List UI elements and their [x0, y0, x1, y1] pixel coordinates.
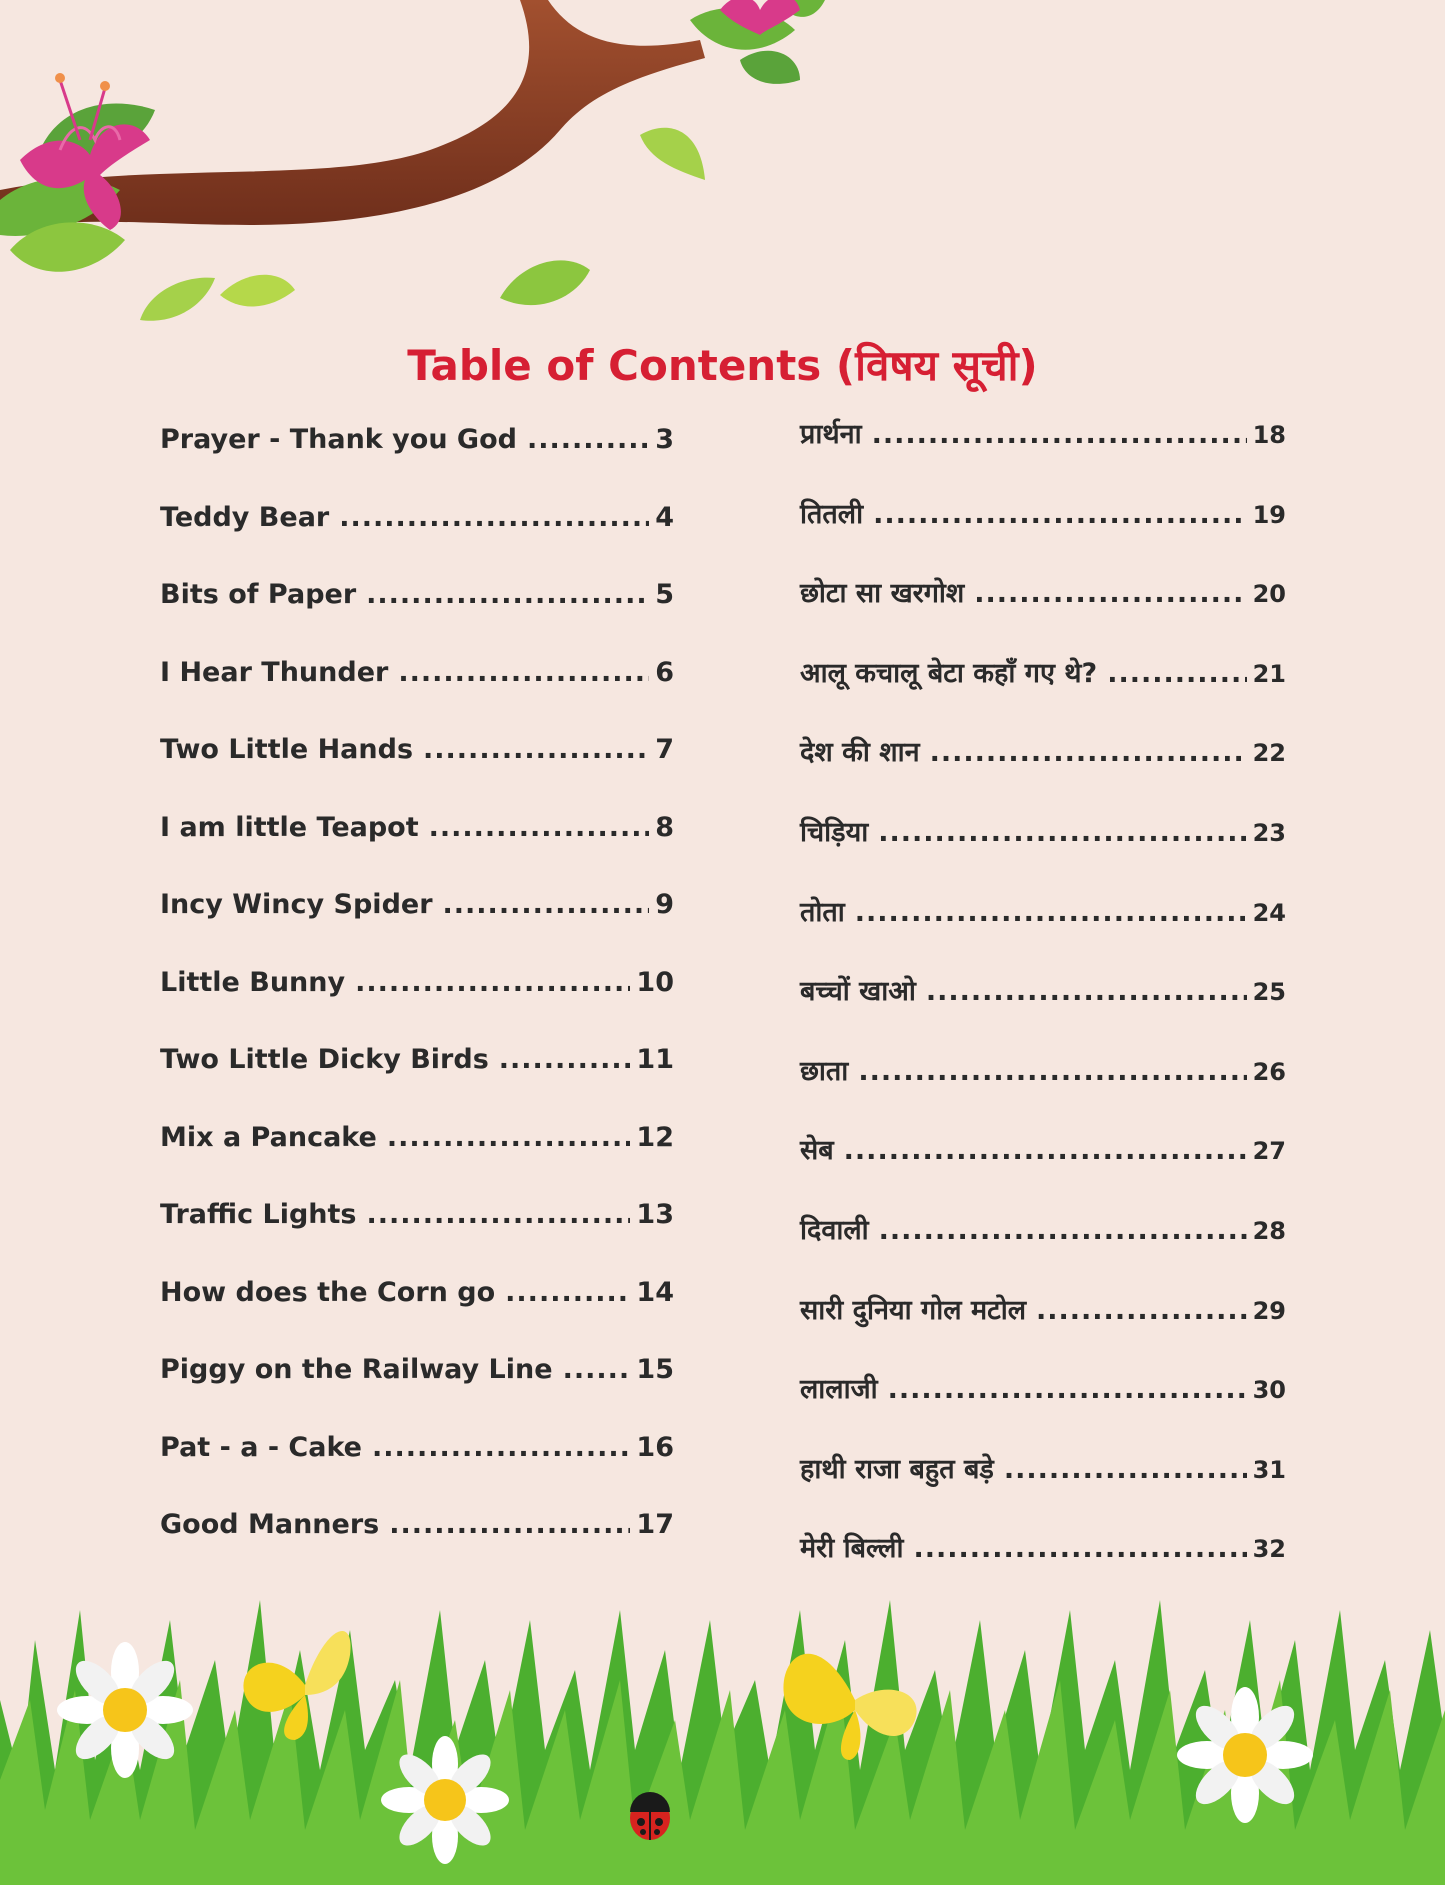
entry-page: 11 [636, 1044, 674, 1075]
entry-title: बच्चों खाओ [800, 976, 916, 1008]
entry-title: Two Little Dicky Birds [160, 1044, 489, 1075]
toc-entry[interactable] [160, 502, 674, 580]
entry-page: 18 [1252, 421, 1286, 449]
dot-leader [398, 657, 649, 688]
entry-page: 21 [1252, 659, 1286, 688]
dot-leader [355, 967, 630, 998]
dot-leader [372, 1432, 630, 1463]
toc-entry[interactable] [160, 967, 674, 1045]
toc-entry[interactable] [800, 1130, 1286, 1210]
grass-illustration [0, 1580, 1445, 1885]
branch-illustration [0, 0, 1445, 340]
dot-leader [1004, 1454, 1247, 1485]
entry-title: Piggy on the Railway Line [160, 1354, 553, 1385]
entry-title: How does the Corn go [160, 1276, 496, 1308]
dot-leader [855, 897, 1247, 928]
toc-entry[interactable] [160, 579, 674, 657]
entry-page: 10 [636, 966, 674, 998]
toc-entry[interactable] [160, 1277, 674, 1355]
entry-page: 26 [1252, 1057, 1286, 1086]
dot-leader [443, 889, 650, 920]
entry-page: 30 [1252, 1376, 1286, 1405]
toc-entry[interactable] [800, 892, 1286, 972]
toc-entry[interactable] [800, 971, 1286, 1051]
entry-title: Mix a Pancake [160, 1121, 377, 1153]
entry-page: 8 [655, 811, 674, 843]
toc-entry[interactable] [800, 1051, 1286, 1131]
entry-page: 28 [1252, 1216, 1286, 1245]
entry-page: 29 [1252, 1296, 1286, 1325]
dot-leader [527, 424, 649, 455]
entry-title: I Hear Thunder [160, 656, 389, 688]
toc-entry[interactable] [160, 424, 674, 502]
toc-entry[interactable] [800, 573, 1286, 653]
dot-leader [926, 976, 1247, 1007]
entry-title: छोटा सा खरगोश [800, 578, 965, 610]
entry-title: Pat - a - Cake [160, 1431, 362, 1463]
entry-page: 9 [655, 889, 674, 920]
entry-page: 23 [1252, 818, 1286, 847]
dot-leader [339, 502, 649, 533]
toc-entry[interactable] [160, 1509, 674, 1587]
dot-leader [563, 1354, 631, 1385]
toc-entry[interactable] [160, 657, 674, 735]
entry-title: Little Bunny [160, 966, 346, 998]
toc-entry[interactable] [800, 812, 1286, 892]
toc-entry[interactable] [160, 1354, 674, 1432]
entry-page: 7 [655, 734, 674, 765]
entry-title: छाता [800, 1055, 849, 1087]
toc-entry[interactable] [160, 812, 674, 890]
entry-page: 22 [1252, 739, 1286, 768]
dot-leader [974, 578, 1246, 609]
entry-page: 14 [636, 1276, 674, 1308]
dot-leader [1107, 658, 1246, 689]
entry-title: सेब [800, 1135, 834, 1167]
entry-page: 13 [636, 1199, 674, 1230]
toc-entry[interactable] [800, 1449, 1286, 1529]
entry-page: 31 [1252, 1455, 1286, 1484]
toc-entry[interactable] [800, 732, 1286, 812]
entry-title: दिवाली [800, 1214, 869, 1246]
toc-entry[interactable] [160, 889, 674, 967]
dot-leader [873, 499, 1247, 530]
dot-leader [1036, 1295, 1247, 1326]
page-title: Table of Contents (विषय सूची) [407, 341, 1038, 390]
entry-page: 17 [636, 1509, 674, 1540]
dot-leader [367, 1199, 631, 1230]
dot-leader [423, 734, 649, 765]
dot-leader [844, 1135, 1247, 1166]
entry-page: 25 [1252, 978, 1286, 1007]
entry-page: 20 [1252, 580, 1286, 609]
dot-leader [930, 737, 1247, 768]
entry-page: 4 [655, 501, 674, 533]
toc-entry[interactable] [160, 1122, 674, 1200]
dot-leader [505, 1277, 630, 1308]
entry-title: देश की शान [800, 737, 920, 769]
entry-title: चिड़िया [800, 816, 869, 848]
entry-title: लालाजी [800, 1374, 878, 1406]
entry-title: तोता [800, 896, 845, 928]
toc-entry[interactable] [800, 414, 1286, 494]
toc-entry[interactable] [800, 1290, 1286, 1370]
entry-title: Two Little Hands [160, 734, 414, 765]
entry-title: Traffic Lights [160, 1199, 357, 1230]
dot-leader [858, 1056, 1246, 1087]
ladybug-icon [630, 1792, 670, 1840]
entry-title: हाथी राजा बहुत बड़े [800, 1453, 994, 1485]
dot-leader [878, 817, 1246, 848]
entry-page: 32 [1252, 1535, 1286, 1564]
entry-title: Prayer - Thank you God [160, 424, 517, 455]
toc-entry[interactable] [160, 1044, 674, 1122]
entry-page: 27 [1252, 1137, 1286, 1166]
entry-page: 3 [655, 424, 674, 455]
toc-entry[interactable] [160, 734, 674, 812]
toc-entry[interactable] [800, 653, 1286, 733]
dot-leader [366, 579, 649, 610]
entry-page: 16 [636, 1431, 674, 1463]
entry-page: 19 [1252, 500, 1286, 529]
entry-title: Bits of Paper [160, 579, 357, 610]
entry-title: Incy Wincy Spider [160, 889, 433, 920]
toc-entry[interactable] [160, 1199, 674, 1277]
dot-leader [499, 1044, 631, 1075]
entry-page: 15 [636, 1354, 674, 1385]
entry-title: तितली [800, 498, 864, 530]
dot-leader [387, 1122, 631, 1153]
hindi-contents-list [800, 414, 1286, 1608]
dot-leader [913, 1533, 1246, 1564]
dot-leader [872, 419, 1247, 450]
entry-title: I am little Teapot [160, 811, 419, 843]
english-contents-list [160, 424, 674, 1587]
toc-entry[interactable] [800, 1210, 1286, 1290]
entry-page: 12 [636, 1121, 674, 1153]
dot-leader [888, 1374, 1247, 1405]
entry-title: आलू कचालू बेटा कहाँ गए थे? [800, 657, 1098, 689]
entry-page: 24 [1252, 898, 1286, 927]
entry-title: Good Manners [160, 1509, 380, 1540]
toc-entry[interactable] [160, 1432, 674, 1510]
entry-title: मेरी बिल्ली [800, 1533, 904, 1565]
toc-entry[interactable] [800, 494, 1286, 574]
entry-title: प्रार्थना [800, 419, 862, 450]
dot-leader [429, 812, 650, 843]
entry-title: सारी दुनिया गोल मटोल [800, 1294, 1027, 1326]
dot-leader [389, 1509, 630, 1540]
entry-page: 5 [655, 579, 674, 610]
entry-page: 6 [655, 656, 674, 688]
entry-title: Teddy Bear [160, 501, 330, 533]
dot-leader [879, 1215, 1247, 1246]
toc-entry[interactable] [800, 1369, 1286, 1449]
